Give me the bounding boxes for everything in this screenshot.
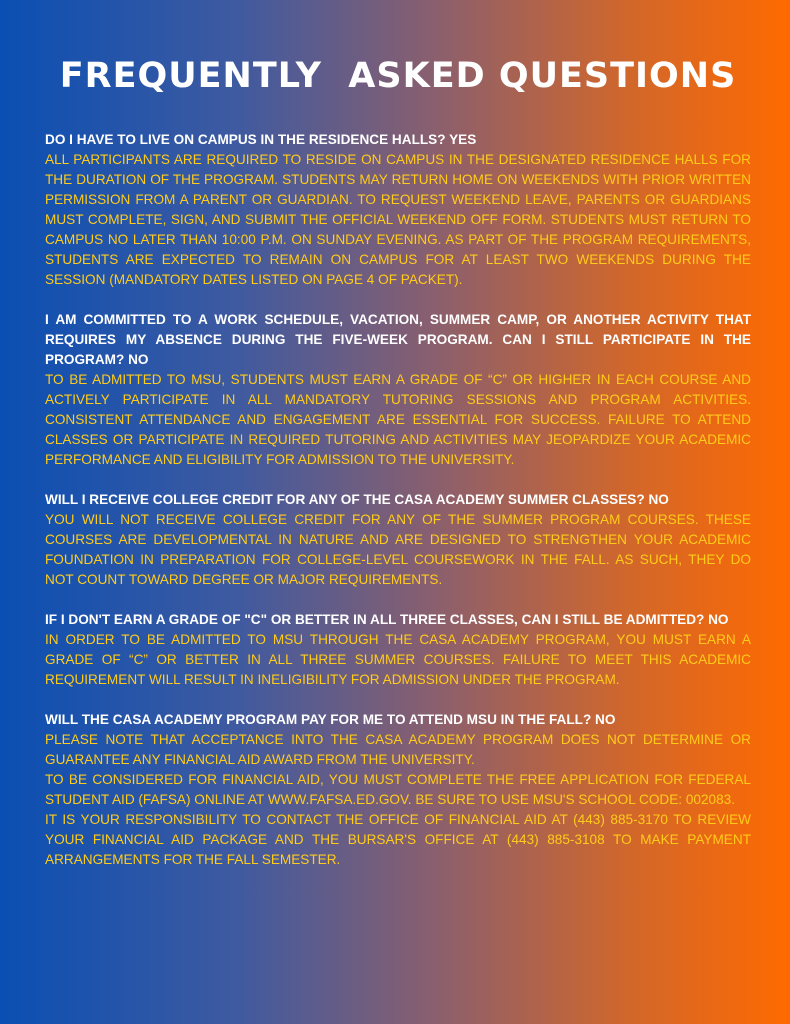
- faq-question: I AM COMMITTED TO A WORK SCHEDULE, VACATION, SUMMER CAMP, OR ANOTHER ACTIVITY THAT REQUIRES MY ABSENCE DURING THE FIVE-WEEK PROGRAM. CAN I STILL PARTICIPATE IN THE PROGRAM? NO: [45, 312, 751, 367]
- faq-answer: YOU WILL NOT RECEIVE COLLEGE CREDIT FOR ANY OF THE SUMMER PROGRAM COURSES. THESE COURSES ARE DEVELOPMENTAL IN NATURE AND ARE DESIGNED TO STRENGTHEN YOUR ACADEMIC FOUNDATION IN PREPARATION FOR COLLEGE-LEVEL COURSEWORK IN THE FALL. AS SUCH, THEY DO NOT COUNT TOWARD DEGREE OR MAJOR REQUIREMENTS.: [45, 512, 751, 587]
- faq-question: DO I HAVE TO LIVE ON CAMPUS IN THE RESIDENCE HALLS? YES: [45, 132, 477, 147]
- faq-answer: TO BE CONSIDERED FOR FINANCIAL AID, YOU MUST COMPLETE THE FREE APPLICATION FOR FEDERAL STUDENT AID (FAFSA) ONLINE AT WWW.FAFSA.ED.GOV. BE SURE TO USE MSU'S SCHOOL CODE: 002083.: [45, 772, 751, 807]
- faq-item-college-credit: [45, 490, 751, 590]
- faq-item-financial-aid: [45, 710, 751, 870]
- faq-question: WILL THE CASA ACADEMY PROGRAM PAY FOR ME TO ATTEND MSU IN THE FALL? NO: [45, 712, 616, 727]
- faq-item-absence: [45, 310, 751, 470]
- faq-item-live-on-campus: [45, 130, 751, 290]
- faq-answer: IN ORDER TO BE ADMITTED TO MSU THROUGH THE CASA ACADEMY PROGRAM, YOU MUST EARN A GRADE OF “C” OR BETTER IN ALL THREE SUMMER COURSES. FAILURE TO MEET THIS ACADEMIC REQUIREMENT WILL RESULT IN INELIGIBILITY FOR ADMISSION UNDER THE PROGRAM.: [45, 632, 751, 687]
- faq-answer: IT IS YOUR RESPONSIBILITY TO CONTACT THE OFFICE OF FINANCIAL AID AT (443) 885-3170 TO REVIEW YOUR FINANCIAL AID PACKAGE AND THE BURSAR'S OFFICE AT (443) 885-3108 TO MAKE PAYMENT ARRANGEMENTS FOR THE FALL SEMESTER.: [45, 812, 751, 867]
- faq-answer: ALL PARTICIPANTS ARE REQUIRED TO RESIDE ON CAMPUS IN THE DESIGNATED RESIDENCE HALLS FOR THE DURATION OF THE PROGRAM. STUDENTS MAY RETURN HOME ON WEEKENDS WITH PRIOR WRITTEN PERMISSION FROM A PARENT OR GUARDIAN. TO REQUEST WEEKEND LEAVE, PARENTS OR GUARDIANS MUST COMPLETE, SIGN, AND SUBMIT THE OFFICIAL WEEKEND OFF FORM. STUDENTS MUST RETURN TO CAMPUS NO LATER THAN 10:00 P.M. ON SUNDAY EVENING. AS PART OF THE PROGRAM REQUIREMENTS, STUDENTS ARE EXPECTED TO REMAIN ON CAMPUS FOR AT LEAST TWO WEEKENDS DURING THE SESSION (MANDATORY DATES LISTED ON PAGE 4 OF PACKET).: [45, 152, 751, 287]
- faq-answer: TO BE ADMITTED TO MSU, STUDENTS MUST EARN A GRADE OF “C” OR HIGHER IN EACH COURSE AND ACTIVELY PARTICIPATE IN ALL MANDATORY TUTORING SESSIONS AND PROGRAM ACTIVITIES. CONSISTENT ATTENDANCE AND ENGAGEMENT ARE ESSENTIAL FOR SUCCESS. FAILURE TO ATTEND CLASSES OR PARTICIPATE IN REQUIRED TUTORING AND ACTIVITIES MAY JEOPARDIZE YOUR ACADEMIC PERFORMANCE AND ELIGIBILITY FOR ADMISSION TO THE UNIVERSITY.: [45, 372, 751, 467]
- faq-question: IF I DON'T EARN A GRADE OF "C" OR BETTER IN ALL THREE CLASSES, CAN I STILL BE ADMITTED? NO: [45, 612, 729, 627]
- faq-answer: PLEASE NOTE THAT ACCEPTANCE INTO THE CASA ACADEMY PROGRAM DOES NOT DETERMINE OR GUARANTEE ANY FINANCIAL AID AWARD FROM THE UNIVERSITY.: [45, 732, 751, 767]
- page-title: FREQUENTLY ASKED QUESTIONS: [59, 56, 737, 96]
- faq-question: WILL I RECEIVE COLLEGE CREDIT FOR ANY OF THE CASA ACADEMY SUMMER CLASSES? NO: [45, 492, 669, 507]
- faq-item-grade-requirement: [45, 610, 751, 690]
